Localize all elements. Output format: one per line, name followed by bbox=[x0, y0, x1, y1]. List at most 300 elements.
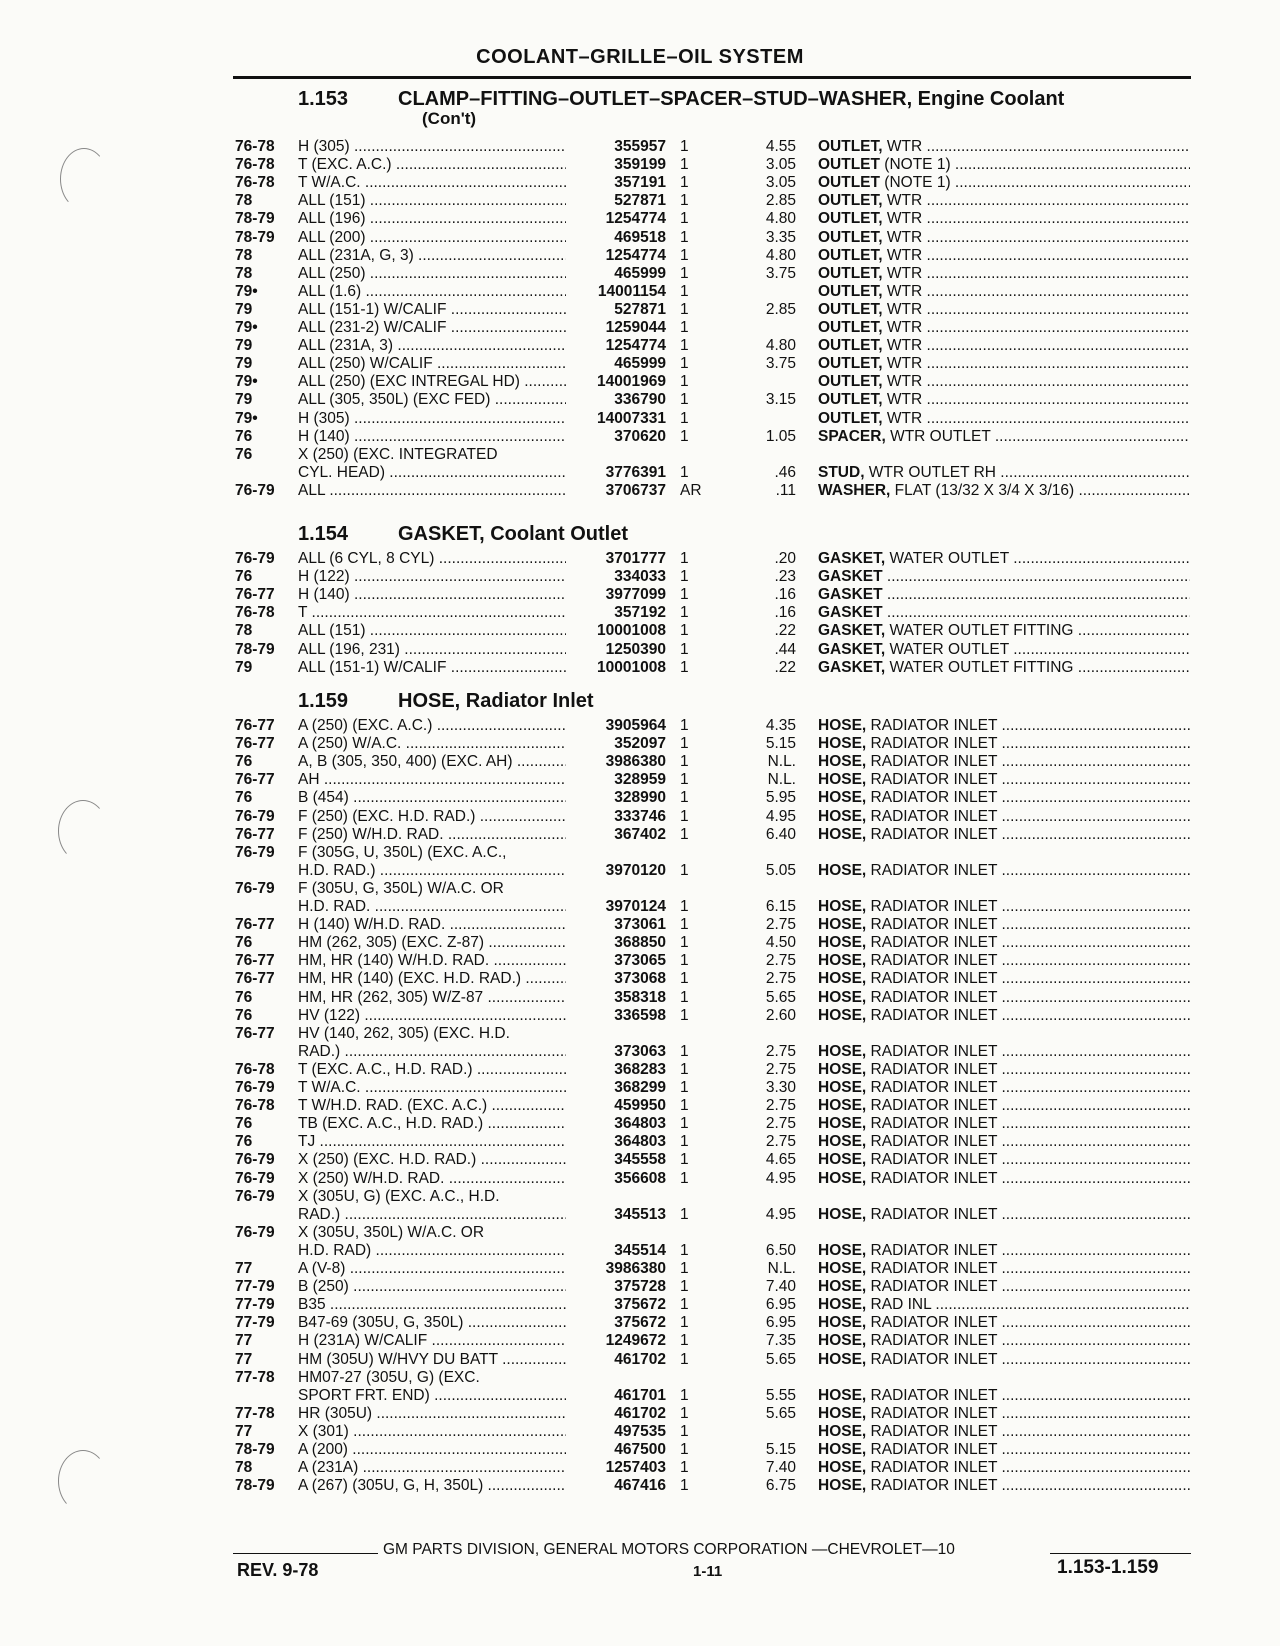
quantity: 1 bbox=[680, 550, 689, 567]
application: ALL (6 CYL, 8 CYL) ..... bbox=[298, 549, 566, 568]
application: X (305U, 350L) W/A.C. OR bbox=[298, 1223, 485, 1241]
quantity: 1 bbox=[680, 988, 689, 1006]
part-number: 469518 bbox=[614, 228, 666, 246]
section-subtitle: (Con't) bbox=[422, 109, 477, 128]
quantity: 1 bbox=[680, 337, 689, 355]
application: ALL (196, 231) ..... bbox=[298, 640, 566, 659]
description bbox=[818, 427, 1190, 446]
description-detail: WTR bbox=[882, 319, 923, 336]
list-price: 5.65 bbox=[765, 1404, 796, 1422]
description-detail: RADIATOR INLET bbox=[866, 1404, 998, 1422]
section-heading bbox=[298, 88, 1064, 127]
application: A (250) W/A.C. ..... bbox=[298, 734, 566, 753]
table-row bbox=[0, 879, 1280, 898]
list-price: 6.40 bbox=[765, 825, 796, 843]
application: HM (262, 305) (EXC. Z-87) ..... bbox=[298, 933, 566, 952]
description-name: HOSE, bbox=[818, 1133, 867, 1151]
part-number: 3905964 bbox=[605, 717, 666, 734]
model-year: 76 bbox=[235, 1115, 253, 1133]
description bbox=[818, 1078, 1190, 1097]
section-title: HOSE, Radiator Inlet bbox=[398, 690, 594, 712]
description-name: HOSE, bbox=[818, 1060, 867, 1078]
part-number: 336598 bbox=[614, 1006, 666, 1024]
description-detail: RADIATOR INLET bbox=[866, 1260, 998, 1277]
section-heading bbox=[298, 523, 628, 546]
part-number: 334033 bbox=[614, 568, 666, 586]
part-number: 356608 bbox=[614, 1169, 666, 1187]
list-price: 4.55 bbox=[765, 138, 796, 155]
title-rule bbox=[233, 76, 1191, 79]
application: A (250) (EXC. A.C.) ..... bbox=[298, 716, 566, 735]
description bbox=[818, 264, 1190, 283]
quantity: 1 bbox=[680, 970, 689, 988]
description-name: OUTLET, bbox=[818, 228, 883, 246]
page-number: 1-11 bbox=[693, 1563, 723, 1580]
list-price: 2.85 bbox=[765, 192, 796, 210]
description-detail: RADIATOR INLET bbox=[866, 1350, 998, 1368]
model-year: 78 bbox=[235, 246, 253, 264]
part-number: 358318 bbox=[614, 988, 666, 1006]
model-year: 76-79 bbox=[235, 481, 275, 499]
part-number: 345514 bbox=[614, 1241, 666, 1259]
part-number: 375672 bbox=[614, 1314, 666, 1332]
description-detail: RADIATOR INLET bbox=[866, 1133, 998, 1151]
description-detail: RADIATOR INLET bbox=[866, 970, 998, 988]
quantity: 1 bbox=[680, 604, 689, 622]
table-row bbox=[0, 1404, 1280, 1423]
description-name: HOSE, bbox=[818, 1241, 867, 1259]
part-number: 355957 bbox=[614, 138, 666, 155]
quantity: 1 bbox=[680, 1332, 689, 1350]
description-detail: RADIATOR INLET bbox=[866, 1441, 998, 1458]
description-name: HOSE, bbox=[818, 1477, 867, 1495]
application: RAD.) ..... bbox=[298, 1042, 566, 1061]
application: ALL (151-1) W/CALIF ..... bbox=[298, 300, 566, 319]
list-price: 5.15 bbox=[765, 735, 796, 753]
description bbox=[818, 807, 1190, 826]
part-number: 373065 bbox=[614, 952, 666, 970]
description-name: OUTLET, bbox=[818, 319, 883, 336]
part-number: 14001969 bbox=[597, 373, 666, 391]
part-number: 373061 bbox=[614, 916, 666, 934]
quantity: 1 bbox=[680, 753, 689, 771]
quantity: 1 bbox=[680, 789, 689, 807]
description bbox=[818, 1114, 1190, 1133]
quantity: 1 bbox=[680, 1097, 689, 1115]
description-name: OUTLET, bbox=[818, 373, 883, 391]
list-price: 1.05 bbox=[765, 427, 796, 445]
section-number: 1.154 bbox=[298, 523, 349, 545]
part-number: 461702 bbox=[614, 1350, 666, 1368]
description bbox=[818, 1277, 1190, 1296]
list-price: 6.50 bbox=[765, 1241, 796, 1259]
description bbox=[818, 861, 1190, 880]
table-row bbox=[0, 1132, 1280, 1151]
description-detail: RADIATOR INLET bbox=[866, 861, 998, 879]
description-detail: RADIATOR INLET bbox=[866, 1278, 998, 1296]
part-number: 1257403 bbox=[605, 1459, 666, 1477]
quantity: 1 bbox=[680, 246, 689, 264]
part-number: 375728 bbox=[614, 1278, 666, 1296]
binder-hole-mark bbox=[60, 148, 108, 210]
list-price: 3.35 bbox=[765, 228, 796, 246]
table-row bbox=[0, 336, 1280, 355]
model-year: 79 bbox=[235, 391, 253, 409]
description-name: HOSE, bbox=[818, 735, 867, 753]
table-row bbox=[0, 1350, 1280, 1369]
list-price: 2.75 bbox=[765, 1133, 796, 1151]
list-price: .22 bbox=[774, 622, 796, 640]
list-price: .11 bbox=[775, 481, 796, 499]
description-name: HOSE, bbox=[818, 717, 867, 734]
model-year: 76 bbox=[235, 988, 253, 1006]
description bbox=[818, 155, 1190, 174]
application: HM, HR (262, 305) W/Z-87 ..... bbox=[298, 988, 566, 1007]
model-year: 77 bbox=[235, 1422, 253, 1440]
table-row bbox=[0, 897, 1280, 916]
table-row bbox=[0, 445, 1280, 464]
model-year: 76-79 bbox=[235, 1223, 275, 1241]
description-detail: WATER OUTLET bbox=[885, 640, 1009, 658]
list-price: 2.75 bbox=[765, 1060, 796, 1078]
table-row bbox=[0, 1078, 1280, 1097]
description-detail: RADIATOR INLET bbox=[866, 1422, 998, 1440]
model-year: 78-79 bbox=[235, 1477, 275, 1495]
description-name: HOSE, bbox=[818, 1459, 867, 1477]
table-row bbox=[0, 1331, 1280, 1350]
list-price: 5.15 bbox=[765, 1441, 796, 1458]
description-detail: RADIATOR INLET bbox=[866, 771, 998, 789]
application: X (305U, G) (EXC. A.C., H.D. bbox=[298, 1187, 500, 1205]
description-detail: WTR bbox=[882, 355, 923, 373]
table-row bbox=[0, 807, 1280, 826]
application: F (305G, U, 350L) (EXC. A.C., bbox=[298, 843, 507, 861]
description-name: HOSE, bbox=[818, 898, 867, 915]
description bbox=[818, 481, 1190, 500]
section-title: CLAMP–FITTING–OUTLET–SPACER–STUD–WASHER, Engine Coolant bbox=[398, 88, 1065, 110]
part-number: 357192 bbox=[614, 604, 666, 622]
table-row bbox=[0, 1205, 1280, 1224]
model-year: 76-77 bbox=[235, 970, 275, 988]
part-number: 357191 bbox=[614, 174, 666, 192]
application: ALL (231A, G, 3) ..... bbox=[298, 246, 566, 265]
application: HV (140, 262, 305) (EXC. H.D. bbox=[298, 1024, 510, 1042]
table-row bbox=[0, 1150, 1280, 1169]
description-detail: RADIATOR INLET bbox=[866, 988, 998, 1006]
application: HV (122) ..... bbox=[298, 1006, 566, 1025]
list-price: 4.80 bbox=[765, 337, 796, 355]
description bbox=[818, 1241, 1190, 1260]
description-detail: WTR bbox=[882, 228, 923, 246]
description bbox=[818, 1006, 1190, 1025]
description-detail: WTR bbox=[882, 300, 923, 318]
application: H (305) ..... bbox=[298, 137, 566, 156]
description-detail: RADIATOR INLET bbox=[866, 1079, 998, 1096]
model-year: 78-79 bbox=[235, 210, 275, 228]
description-name: HOSE, bbox=[818, 1278, 867, 1296]
part-number: 465999 bbox=[614, 264, 666, 282]
description-name: GASKET bbox=[818, 568, 883, 586]
description-name: GASKET, bbox=[818, 640, 886, 658]
table-row bbox=[0, 969, 1280, 988]
description-name: HOSE, bbox=[818, 1169, 867, 1187]
model-year: 78 bbox=[235, 264, 253, 282]
description-name: WASHER, bbox=[818, 481, 891, 499]
part-number: 3706737 bbox=[605, 481, 666, 499]
quantity: 1 bbox=[680, 717, 689, 734]
table-row bbox=[0, 463, 1280, 482]
section-number: 1.159 bbox=[298, 690, 349, 712]
description-name: HOSE, bbox=[818, 934, 867, 952]
application: H (122) ..... bbox=[298, 567, 566, 586]
model-year: 79 bbox=[235, 337, 253, 355]
list-price: 2.75 bbox=[765, 1097, 796, 1115]
description-name: HOSE, bbox=[818, 1115, 867, 1133]
model-year: 78-79 bbox=[235, 640, 275, 658]
description-detail: RADIATOR INLET bbox=[866, 898, 998, 915]
description bbox=[818, 1259, 1190, 1278]
model-year: 77-78 bbox=[235, 1368, 275, 1386]
quantity: 1 bbox=[680, 1133, 689, 1151]
description-detail: WATER OUTLET FITTING bbox=[885, 622, 1074, 640]
description bbox=[818, 1350, 1190, 1369]
model-year: 77-79 bbox=[235, 1314, 275, 1332]
table-row bbox=[0, 716, 1280, 735]
quantity: AR bbox=[680, 481, 702, 499]
part-number: 3986380 bbox=[605, 1260, 666, 1277]
description-name: HOSE, bbox=[818, 952, 867, 970]
application: X (250) W/H.D. RAD. ..... bbox=[298, 1169, 566, 1188]
model-year: 78 bbox=[235, 1459, 253, 1477]
description bbox=[818, 246, 1190, 265]
part-number: 461702 bbox=[614, 1404, 666, 1422]
quantity: 1 bbox=[680, 568, 689, 586]
table-row bbox=[0, 658, 1280, 677]
list-price: 3.15 bbox=[765, 391, 796, 409]
quantity: 1 bbox=[680, 192, 689, 210]
quantity: 1 bbox=[680, 1006, 689, 1024]
table-row bbox=[0, 988, 1280, 1007]
list-price: 7.40 bbox=[765, 1278, 796, 1296]
part-number: 368283 bbox=[614, 1060, 666, 1078]
application: HM, HR (140) (EXC. H.D. RAD.) ..... bbox=[298, 969, 566, 988]
model-year: 76-79 bbox=[235, 1187, 275, 1205]
list-price: .23 bbox=[774, 568, 796, 586]
part-number: 373063 bbox=[614, 1042, 666, 1060]
model-year: 76-77 bbox=[235, 586, 275, 604]
list-price: 2.75 bbox=[765, 952, 796, 970]
list-price: N.L. bbox=[767, 1260, 796, 1277]
description bbox=[818, 770, 1190, 789]
description-name: OUTLET, bbox=[818, 246, 883, 264]
quantity: 1 bbox=[680, 735, 689, 753]
section-title: GASKET, Coolant Outlet bbox=[398, 523, 628, 545]
description-name: OUTLET, bbox=[818, 337, 883, 355]
section-range: 1.153-1.159 bbox=[1057, 1557, 1159, 1578]
description-detail: RADIATOR INLET bbox=[866, 916, 998, 934]
quantity: 1 bbox=[680, 586, 689, 604]
description bbox=[818, 752, 1190, 771]
table-row bbox=[0, 640, 1280, 659]
part-number: 1259044 bbox=[605, 319, 666, 336]
table-row bbox=[0, 1295, 1280, 1314]
part-number: 333746 bbox=[614, 807, 666, 825]
description-name: GASKET, bbox=[818, 622, 886, 640]
description bbox=[818, 549, 1190, 568]
table-row bbox=[0, 843, 1280, 862]
description bbox=[818, 354, 1190, 373]
description bbox=[818, 1150, 1190, 1169]
description-name: OUTLET bbox=[818, 174, 880, 192]
application: H (140) ..... bbox=[298, 427, 566, 446]
description-detail: RADIATOR INLET bbox=[866, 1332, 998, 1350]
table-row bbox=[0, 1169, 1280, 1188]
description-name: HOSE, bbox=[818, 1079, 867, 1096]
part-number: 459950 bbox=[614, 1097, 666, 1115]
part-number: 3776391 bbox=[605, 463, 666, 481]
list-price: .22 bbox=[774, 658, 796, 676]
model-year: 76-77 bbox=[235, 952, 275, 970]
table-row bbox=[0, 1096, 1280, 1115]
list-price: .16 bbox=[774, 604, 796, 622]
quantity: 1 bbox=[680, 282, 689, 300]
quantity: 1 bbox=[680, 898, 689, 915]
model-year: 76-79 bbox=[235, 550, 275, 567]
list-price: 7.40 bbox=[765, 1459, 796, 1477]
quantity: 1 bbox=[680, 916, 689, 934]
description-name: HOSE, bbox=[818, 1260, 867, 1277]
quantity: 1 bbox=[680, 228, 689, 246]
table-row bbox=[0, 1042, 1280, 1061]
description bbox=[818, 915, 1190, 934]
list-price: 4.95 bbox=[765, 807, 796, 825]
description bbox=[818, 897, 1190, 916]
model-year: 77 bbox=[235, 1260, 253, 1277]
application: T ..... bbox=[298, 603, 566, 622]
list-price: 6.75 bbox=[765, 1477, 796, 1495]
part-number: 1254774 bbox=[605, 246, 666, 264]
table-row bbox=[0, 752, 1280, 771]
description-name: HOSE, bbox=[818, 753, 867, 771]
model-year: 79 bbox=[235, 355, 253, 373]
table-row bbox=[0, 825, 1280, 844]
description-detail: (NOTE 1) bbox=[880, 174, 951, 192]
description bbox=[818, 173, 1190, 192]
application: ALL (151-1) W/CALIF ..... bbox=[298, 658, 566, 677]
description bbox=[818, 300, 1190, 319]
quantity: 1 bbox=[680, 771, 689, 789]
table-row bbox=[0, 788, 1280, 807]
description-name: OUTLET, bbox=[818, 282, 883, 300]
description bbox=[818, 734, 1190, 753]
description bbox=[818, 1458, 1190, 1477]
model-year: 76 bbox=[235, 934, 253, 952]
quantity: 1 bbox=[680, 1079, 689, 1096]
table-row bbox=[0, 1422, 1280, 1441]
table-row bbox=[0, 228, 1280, 247]
part-number: 359199 bbox=[614, 156, 666, 174]
list-price: 5.65 bbox=[765, 988, 796, 1006]
model-year: 76-78 bbox=[235, 138, 275, 155]
model-year: 79• bbox=[235, 282, 258, 300]
model-year: 76-77 bbox=[235, 735, 275, 753]
application: HM, HR (140) W/H.D. RAD. ..... bbox=[298, 951, 566, 970]
description-name: SPACER, bbox=[818, 427, 886, 445]
description-detail: WTR bbox=[882, 409, 923, 427]
part-number: 1254774 bbox=[605, 210, 666, 228]
model-year: 78 bbox=[235, 622, 253, 640]
table-row bbox=[0, 1476, 1280, 1495]
part-number: 3970120 bbox=[605, 861, 666, 879]
model-year: 77-79 bbox=[235, 1296, 275, 1314]
description bbox=[818, 409, 1190, 428]
model-year: 76-79 bbox=[235, 1079, 275, 1096]
table-row bbox=[0, 1313, 1280, 1332]
application: ALL (196) ..... bbox=[298, 209, 566, 228]
table-row bbox=[0, 1114, 1280, 1133]
model-year: 76-79 bbox=[235, 1169, 275, 1187]
part-number: 370620 bbox=[614, 427, 666, 445]
model-year: 76-78 bbox=[235, 156, 275, 174]
quantity: 1 bbox=[680, 138, 689, 155]
description-name: HOSE, bbox=[818, 1296, 867, 1314]
application: A (231A) ..... bbox=[298, 1458, 566, 1477]
part-number: 1250390 bbox=[605, 640, 666, 658]
description bbox=[818, 209, 1190, 228]
description-detail: RADIATOR INLET bbox=[866, 1042, 998, 1060]
list-price: 4.95 bbox=[765, 1169, 796, 1187]
description-detail: RADIATOR INLET bbox=[866, 1386, 998, 1404]
list-price: .44 bbox=[774, 640, 796, 658]
revision-label: REV. 9-78 bbox=[237, 1560, 319, 1580]
application: B (454) ..... bbox=[298, 788, 566, 807]
model-year: 77-78 bbox=[235, 1404, 275, 1422]
list-price: 5.95 bbox=[765, 789, 796, 807]
list-price: 2.85 bbox=[765, 300, 796, 318]
table-row bbox=[0, 1458, 1280, 1477]
model-year: 77-79 bbox=[235, 1278, 275, 1296]
description bbox=[818, 1042, 1190, 1061]
description-name: HOSE, bbox=[818, 1386, 867, 1404]
description-name: GASKET, bbox=[818, 550, 886, 567]
quantity: 1 bbox=[680, 174, 689, 192]
description-detail: RADIATOR INLET bbox=[866, 789, 998, 807]
list-price: 4.65 bbox=[765, 1151, 796, 1169]
description-name: HOSE, bbox=[818, 1205, 867, 1223]
application: F (305U, G, 350L) W/A.C. OR bbox=[298, 879, 504, 897]
application: F (250) (EXC. H.D. RAD.) ..... bbox=[298, 807, 566, 826]
quantity: 1 bbox=[680, 1115, 689, 1133]
description-name: HOSE, bbox=[818, 1314, 867, 1332]
model-year: 76 bbox=[235, 1006, 253, 1024]
description-detail: RADIATOR INLET bbox=[866, 825, 998, 843]
description bbox=[818, 716, 1190, 735]
description-detail: RADIATOR INLET bbox=[866, 1115, 998, 1133]
application: HM (305U) W/HVY DU BATT ..... bbox=[298, 1350, 566, 1369]
description-detail: RADIATOR INLET bbox=[866, 753, 998, 771]
list-price: 2.75 bbox=[765, 916, 796, 934]
application: HM07-27 (305U, G) (EXC. bbox=[298, 1368, 480, 1386]
application: A (200) ..... bbox=[298, 1440, 566, 1459]
list-price: 4.80 bbox=[765, 210, 796, 228]
description-name: HOSE, bbox=[818, 1042, 867, 1060]
description bbox=[818, 788, 1190, 807]
application: T (EXC. A.C., H.D. RAD.) ..... bbox=[298, 1060, 566, 1079]
description-detail: WTR bbox=[882, 210, 923, 228]
model-year: 76 bbox=[235, 445, 253, 463]
description-name: OUTLET, bbox=[818, 138, 883, 155]
application: ALL (305, 350L) (EXC FED) ..... bbox=[298, 390, 566, 409]
